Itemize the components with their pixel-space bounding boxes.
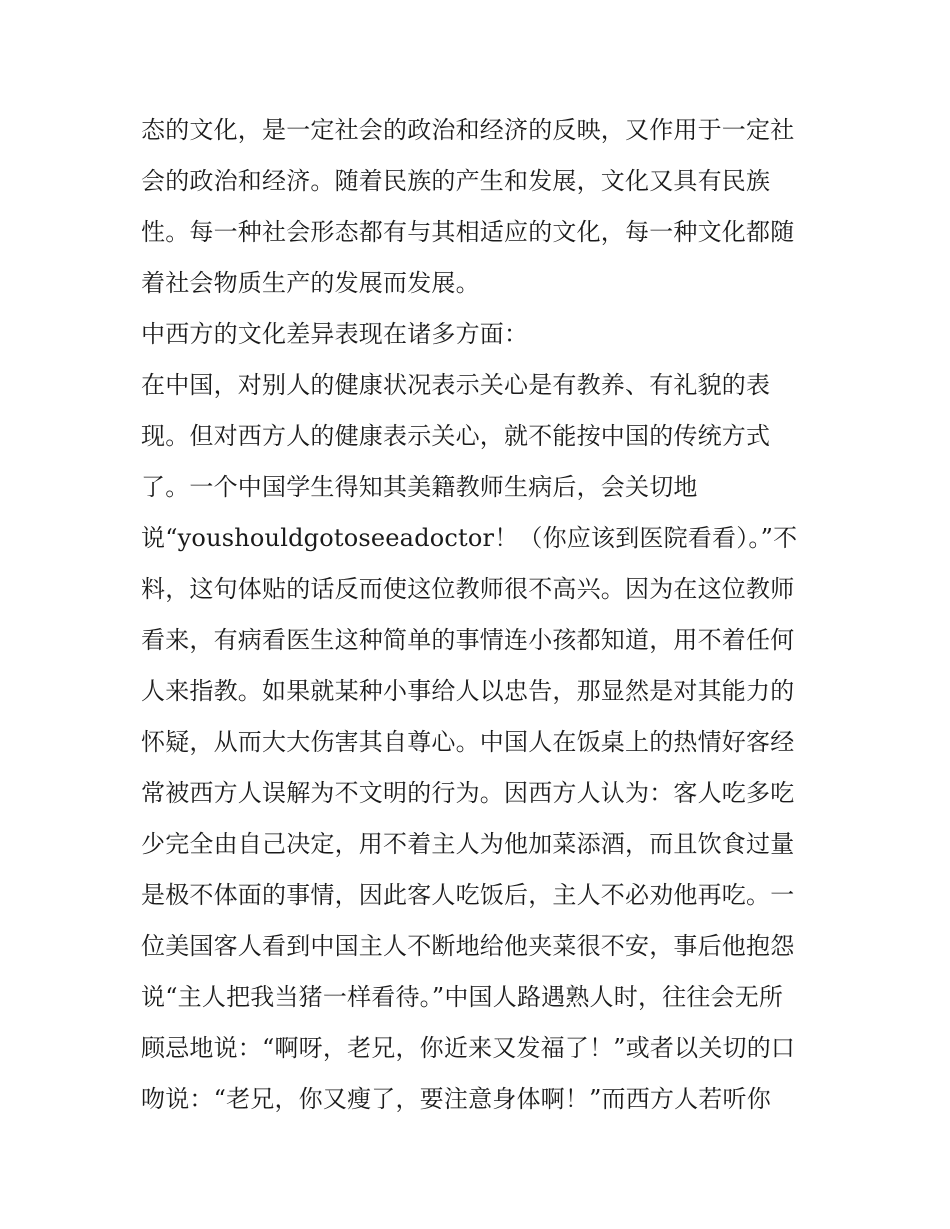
text-line: 态的文化，是一定社会的政治和经济的反映，又作用于一定社 bbox=[141, 116, 795, 144]
text-line: 料，这句体贴的话反而使这位教师很不高兴。因为在这位教师 bbox=[141, 575, 795, 603]
text-line: 顾忌地说：“啊呀，老兄，你近来又发福了！”或者以关切的口 bbox=[141, 1034, 796, 1062]
text-line: 了。一个中国学生得知其美籍教师生病后，会关切地 bbox=[141, 473, 698, 501]
text-line: 人来指教。如果就某种小事给人以忠告，那显然是对其能力的 bbox=[141, 677, 795, 705]
text-line: 吻说：“老兄，你又瘦了，要注意身体啊！”而西方人若听你 bbox=[141, 1085, 771, 1113]
text-line: 性。每一种社会形态都有与其相适应的文化，每一种文化都随 bbox=[141, 218, 795, 246]
text-line: 说“主人把我当猪一样看待。”中国人路遇熟人时，往往会无所 bbox=[141, 983, 784, 1011]
section-heading-line: 中西方的文化差异表现在诸多方面： bbox=[141, 320, 529, 348]
text-line: 会的政治和经济。随着民族的产生和发展，文化又具有民族 bbox=[141, 167, 771, 195]
text-line: 怀疑，从而大大伤害其自尊心。中国人在饭桌上的热情好客经 bbox=[141, 728, 795, 756]
text-line: 常被西方人误解为不文明的行为。因西方人认为：客人吃多吃 bbox=[141, 779, 795, 807]
text-line: 是极不体面的事情，因此客人吃饭后，主人不必劝他再吃。一 bbox=[141, 881, 795, 909]
text-line: 位美国客人看到中国主人不断地给他夹菜很不安，事后他抱怨 bbox=[141, 932, 795, 960]
text-line: 少完全由自己决定，用不着主人为他加菜添酒，而且饮食过量 bbox=[141, 830, 795, 858]
text-line: 看来，有病看医生这种简单的事情连小孩都知道，用不着任何 bbox=[141, 626, 795, 654]
text-line: 在中国，对别人的健康状况表示关心是有教养、有礼貌的表 bbox=[141, 371, 771, 399]
text-line: 现。但对西方人的健康表示关心，就不能按中国的传统方式 bbox=[141, 422, 771, 450]
body-text bbox=[141, 110, 821, 1130]
text-line: 说“youshouldgotoseeadoctor！（你应该到医院看看）。”不 bbox=[141, 524, 798, 552]
text-line: 着社会物质生产的发展而发展。 bbox=[141, 269, 480, 297]
